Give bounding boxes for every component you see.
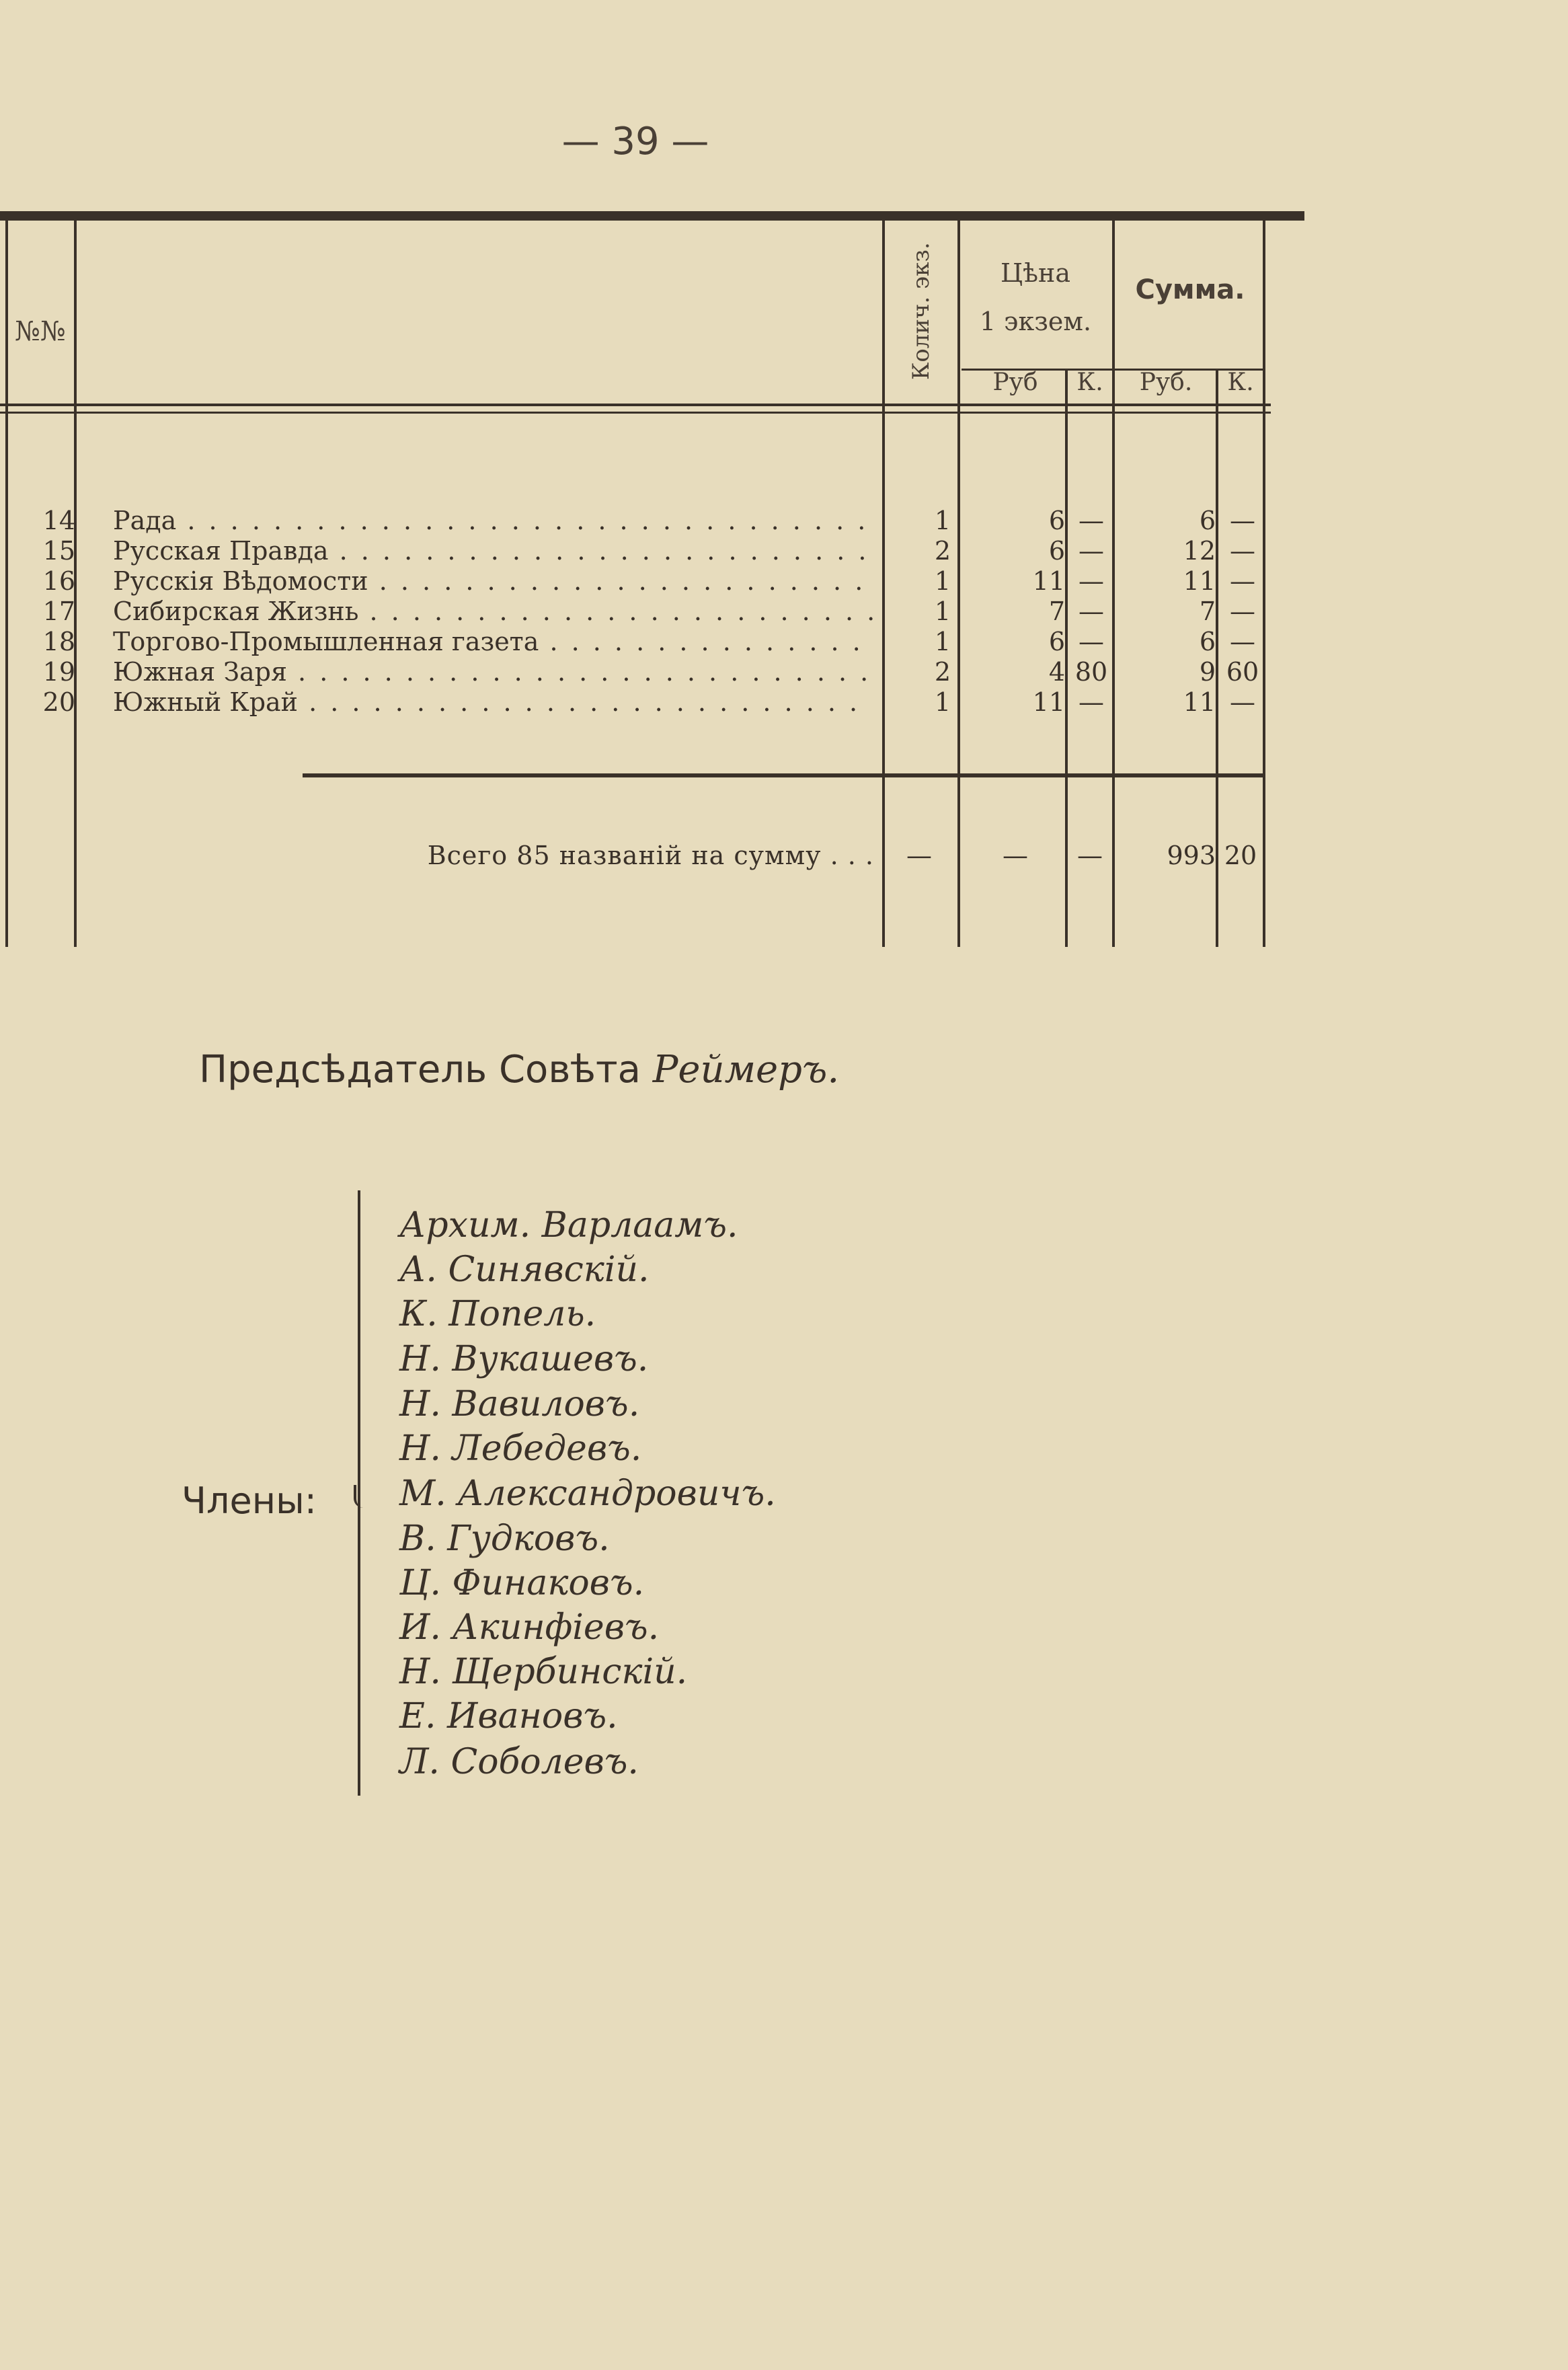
total-sum-kop: 20	[1224, 841, 1257, 870]
row-qty: 1	[934, 506, 951, 535]
total-price-kop: —	[1077, 841, 1103, 870]
row-title: Южный Край . . .	[113, 687, 873, 717]
row-sum-rub: 7	[1199, 597, 1216, 626]
row-price-rub: 4	[1048, 657, 1065, 687]
member-name: К. Попель.	[399, 1294, 596, 1334]
row-title: Южная Заря . . .	[113, 657, 873, 687]
row-number: 14	[42, 506, 75, 535]
row-price-kop: —	[1079, 506, 1104, 535]
row-qty: 1	[934, 687, 951, 717]
row-price-rub: 6	[1048, 506, 1065, 535]
row-title: Русскія Вѣдомости . . .	[113, 566, 873, 596]
row-sum-kop: —	[1230, 536, 1255, 566]
row-price-kop: —	[1079, 597, 1104, 626]
table-top-rule	[0, 211, 1304, 221]
row-sum-rub: 11	[1183, 687, 1216, 717]
row-number: 16	[42, 566, 75, 596]
row-number: 20	[42, 687, 75, 717]
members-label: Члены:	[182, 1480, 317, 1522]
header-sum: Сумма.	[1135, 274, 1245, 305]
member-name: М. Александровичъ.	[399, 1474, 776, 1514]
header-price	[962, 249, 1109, 346]
chairman-signature: Реймеръ.	[652, 1048, 840, 1092]
header-price-line1: Цѣна	[1000, 258, 1071, 288]
row-title: Рада . . .	[113, 506, 873, 535]
member-name: Н. Вукашевъ.	[399, 1339, 649, 1379]
row-price-rub: 6	[1048, 536, 1065, 566]
member-name: Е. Ивановъ.	[399, 1696, 618, 1736]
row-number: 19	[42, 657, 75, 687]
row-price-kop: —	[1079, 627, 1104, 656]
row-price-kop: —	[1079, 687, 1104, 717]
header-price-line2: 1 экзем.	[979, 307, 1092, 336]
col-divider-qty-left	[882, 221, 885, 947]
row-qty: 2	[934, 657, 951, 687]
row-sum-rub: 12	[1183, 536, 1216, 566]
member-name: Ц. Финаковъ.	[399, 1563, 645, 1603]
row-price-rub: 6	[1048, 627, 1065, 656]
member-name: Н. Лебедевъ.	[399, 1428, 642, 1469]
row-qty: 1	[934, 597, 951, 626]
row-sum-rub: 11	[1183, 566, 1216, 596]
total-price-rub: —	[1003, 841, 1028, 870]
row-title: Русская Правда . . .	[113, 536, 873, 566]
row-sum-kop: —	[1230, 597, 1255, 626]
col-divider-qty-right	[957, 221, 960, 947]
member-name: В. Гудковъ.	[399, 1519, 610, 1559]
row-qty: 2	[934, 536, 951, 566]
total-label: Всего 85 названій на сумму . . .	[427, 841, 874, 870]
row-sum-rub: 6	[1199, 506, 1216, 535]
row-price-kop: —	[1079, 536, 1104, 566]
row-number: 18	[42, 627, 75, 656]
row-price-kop: 80	[1074, 657, 1108, 687]
row-sum-kop: —	[1230, 687, 1255, 717]
row-sum-kop: —	[1230, 506, 1255, 535]
total-qty: —	[906, 841, 932, 870]
row-price-rub: 11	[1032, 687, 1065, 717]
col-divider-price-right	[1112, 221, 1115, 947]
row-sum-rub: 6	[1199, 627, 1216, 656]
row-price-kop: —	[1079, 566, 1104, 596]
header-sum-rub: Руб.	[1139, 369, 1193, 396]
table-total-rule	[303, 773, 1264, 777]
row-sum-kop: 60	[1226, 657, 1259, 687]
row-sum-kop: —	[1230, 566, 1255, 596]
members-brace-tip	[354, 1485, 367, 1508]
row-title: Сибирская Жизнь . . .	[113, 597, 873, 626]
header-price-kop: К.	[1076, 369, 1103, 396]
row-title: Торгово-Промышленная газета . . .	[113, 627, 873, 656]
member-name: А. Синявскій.	[399, 1250, 650, 1290]
header-quantity: Колич. экз.	[908, 242, 935, 381]
chairman-line	[199, 1048, 839, 1092]
member-name: И. Акинфіевъ.	[399, 1607, 660, 1648]
row-sum-rub: 9	[1199, 657, 1216, 687]
table-header-rule-2	[0, 412, 1271, 414]
member-name: Л. Соболевъ.	[399, 1742, 639, 1782]
chairman-title: Предсѣдатель Совѣта	[199, 1048, 641, 1092]
member-name: Н. Щербинскій.	[399, 1652, 688, 1692]
total-sum-rub: 993	[1167, 841, 1216, 870]
header-price-rub: Руб	[992, 369, 1038, 396]
row-price-rub: 7	[1048, 597, 1065, 626]
row-sum-kop: —	[1230, 627, 1255, 656]
member-name: Н. Вавиловъ.	[399, 1384, 640, 1424]
row-qty: 1	[934, 566, 951, 596]
page-number: — 39 —	[561, 120, 709, 163]
member-name: Архим. Варлаамъ.	[399, 1205, 738, 1246]
row-price-rub: 11	[1032, 566, 1065, 596]
row-number: 17	[42, 597, 75, 626]
header-number: №№	[15, 316, 66, 347]
header-sum-kop: К.	[1227, 369, 1254, 396]
table-header-rule	[0, 404, 1271, 406]
row-qty: 1	[934, 627, 951, 656]
table-total-row	[0, 839, 1271, 872]
row-number: 15	[42, 536, 75, 566]
